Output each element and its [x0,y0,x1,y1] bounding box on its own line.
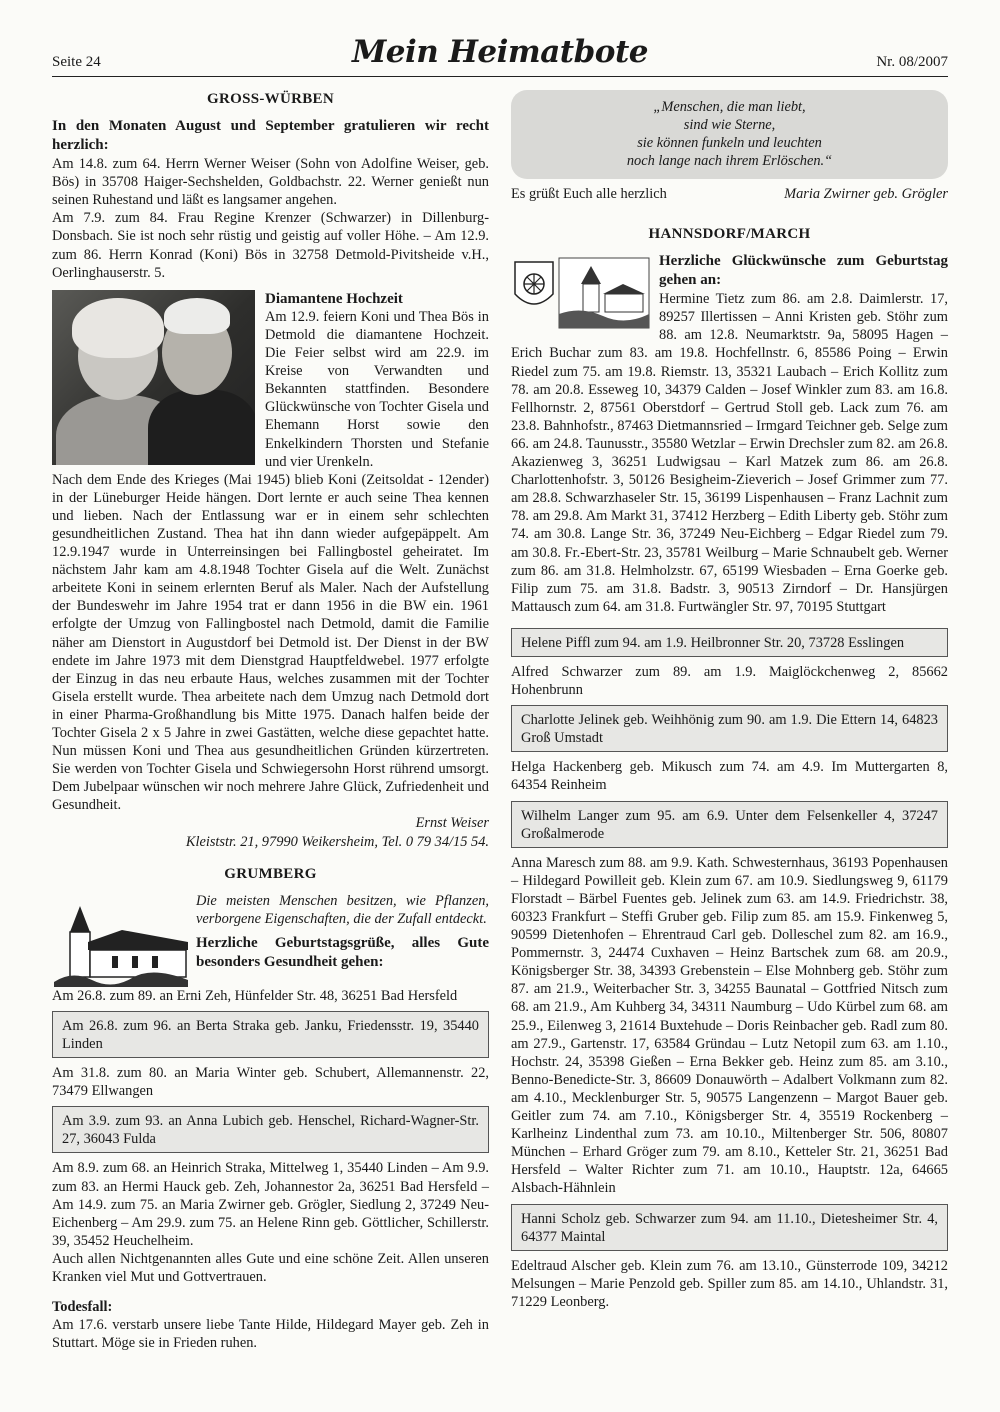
paragraph: Helga Hackenberg geb. Mikusch zum 74. am 4.9. Im Muttergarten 8, 64354 Reinheim [511,759,948,794]
header-rule [52,76,948,77]
section-lead: Herzliche Glückwünsche zum Geburtstag gehen an: [659,253,948,289]
signature: Ernst Weiser [415,815,489,832]
paragraph: Am 26.8. zum 89. an Erni Zeh, Hünfelder Str. 48, 36251 Bad Hersfeld [52,987,458,1004]
highlight-box: Charlotte Jelinek geb. Weihhönig zum 90. am 1.9. Die Ettern 14, 64823 Groß Umstadt [511,705,948,752]
paragraph: Am 8.9. zum 68. an Heinrich Straka, Mittelweg 1, 35440 Linden – Am 9.9. zum 83. an Hermi Hauck geb. Zeh, Johannestor 2a, 36251 Bad Hersfeld – Am 14.9. zum 75. an Maria Zwirner geb. Grögler, Siedlung 2, 37249 Neu-Eichenberg – Am 29.9. zum 75. an Helene Rinn geb. Göttlicher, Schillerstr. 39, 35452 Heuchelheim. [52,1160,489,1249]
section-lead: Herzliche Geburtstagsgrüße, alles Gute besonders Gesundheit gehen: [196,934,489,970]
right-column [511,90,948,1311]
issue-number: Nr. 08/2007 [876,54,948,70]
highlight-box: Hanni Scholz geb. Schwarzer zum 94. am 11.10., Dietesheimer Str. 4, 64377 Maintal [511,1204,948,1251]
masthead-logo: Mein Heimatbote [351,34,649,70]
paragraph: Hermine Tietz zum 86. am 2.8. Daimlerstr. 17, 89257 Illertissen – Anni Kristen geb. Stöhr zum 88. am 12.8. Neumarktstr. 9a, 58095 Hagen – Erich Buchar zum 83. am 19.8. Hochfellnstr. 6, 85586 Poing – Erwin Riedel zum 75. am 19.8. Riemstr. 13, 35321 Laubach – Erich Kollitz zum 78. am 20.8. Esseweg 10, 34379 Calden – Josef Winkler zum 83. am 16.8. Fellhornstr. 2, 87561 Oberstdorf – Gertrud Stoll geb. Lack zum 76. am 23.8. Bahnhofstr., 87463 Dietmannsried – Irmgard Teichner geb. Selge zum 66. am 24.8. Taunusstr., 35580 Wetzlar – Erwin Drechsler zum 82. am 26.8. Akazienweg 3, 36251 Ludwigsau – Karl Matzek zum 86. am 26.8. Charlottenhofstr. 3, 50126 Besigheim-Zieverich – Josef Grimmer zum 77. am 28.8. Schwarzhaseler Str. 15, 36199 Lispenhausen – Franz Lachnit zum 78. am 29.8. Am Markt 31, 37412 Herzberg – Edith Liberty geb. Stöhr zum 74. am 30.8. Lange Str. 36, 37249 Neu-Eichberg – Edgar Riedel zum 79. am 30.8. Fr.-Ebert-Str. 23, 35781 Weilburg – Marie Schnaubelt geb. Werner zum 86. am 31.8. Helmholzstr. 67, 65199 Wiesbaden – Erna Goerke geb. Filip zum 75. am 31.8. Badstr. 3, 90513 Zirndorf – Dr. Hansjürgen Mattausch zum 64. am 31.8. Furtwängler Str. 97, 70195 Stuttgart [511,291,948,615]
signature-address: Kleiststr. 21, 97990 Weikersheim, Tel. 0 79 34/15 54. [185,833,489,850]
grumberg-quote: Die meisten Menschen besitzen, wie Pflanzen, verborgene Eigenschaften, die der Zufall entdeckt. [196,892,489,927]
section-title-grumberg: GRUMBERG [224,865,317,882]
left-column [52,90,489,1352]
quote-line: „Menschen, die man liebt, [653,99,806,115]
subheading-todesfall: Todesfall: [52,1299,113,1316]
paragraph: Am 12.9. feiern Koni und Thea Bös in Detmold die diamantene Hochzeit. Die Feier selbst wird am 22.9. im Kreise von Verwandten und Bekannten stattfinden. Besondere Glückwünsche von Tochter Gisela und Ehemann Horst sowie den Enkelkindern Thorsten und Stefanie und vier Urenkeln. [265,308,489,470]
highlight-box: Wilhelm Langer zum 95. am 6.9. Unter dem Felsenkeller 4, 37247 Großalmerode [511,801,948,848]
hannsdorf-illustration [511,254,651,332]
greeting: Es grüßt Euch alle herzlich [511,186,667,202]
section-title-gross-wuerben: GROSS-WÜRBEN [207,91,334,107]
section-title-hannsdorf: HANNSDORF/MARCH [648,226,811,243]
paragraph: Nach dem Ende des Krieges (Mai 1945) blieb Koni (Zeitsoldat - 12ender) in der Lüneburger Heide hängen. Dort lernte er auch seine Thea kennen und lieben. Nach der Entlassung war er in einem sehr schlechten gesundheitlichen Zustand. Thea hat ihn dann wieder aufgepäppelt. Am 12.9.1947 wurde in Unterreinsingen bei Fallingbostel geheiratet. Im nächstem Jahr kam am 4.8.1948 Tochter Gisela auf die Welt. Zunächst arbeitete Koni in seinem erlernten Beruf als Maler. Nach der Aufstellung der Bundeswehr im Jahre 1954 trat er dann 1956 in die BW ein. 1961 erfolgte der Umzug von Fallingbostel nach Detmold, damit die Familie näher am Dienstort in Augustdorf bei Detmold ist. Der Dienst in der BW endete im Jahre 1973 mit dem Dienstgrad Hauptfeldwebel. 1977 erfolgte der Einzug in das neu erbaute Haus, welches zusammen mit der Tochter Gisela erstellt wurde. Thea arbeitete nach dem Umzug nach Detmold dort in einer Pharma-Großhandlung bis Mitte 1975. Danach halfen beide der Tochter Gisela 2 x 5 Jahre in zwei Gastätten, welche diese gepachtet hatte. Nun müssen Koni und Thea aus gesundheitlichen Gründen kürzertreten. Sie werden von Tochter Gisela und Schwiegersohn Horst rührend umsorgt. Dem Jubelpaar wünschen wir noch mehrere Jahre Glück, Zufriedenheit und Gesundheit. [52,471,489,814]
church-illustration [52,892,190,987]
subheading-diamantene-hochzeit: Diamantene Hochzeit [265,290,403,307]
quote-box [511,90,948,179]
paragraph: Am 7.9. zum 84. Frau Regine Krenzer (Schwarzer) in Dillenburg-Donsbach. Sie ist noch sehr rüstig und geistig auf voller Höhe. – Am 12.9. zum 86. Herrn Konrad (Koni) Bös in 32758 Detmold-Pivitsheide v.H., Oerlinghauserstr. 5. [52,210,489,281]
paragraph: Am 17.6. verstarb unsere liebe Tante Hilde, Hildegard Mayer geb. Zeh in Stuttart. Möge sie in Frieden ruhen. [52,1317,489,1352]
paragraph: Am 14.8. zum 64. Herrn Werner Weiser (Sohn von Adolfine Weiser, geb. Bös) in 35708 Haiger-Sechshelden, Goldbachstr. 22. Werner genießt nun seinen Ruhestand und läßt es langsamer angehen. [52,156,489,209]
highlight-box: Am 3.9. zum 93. an Anna Lubich geb. Henschel, Richard-Wagner-Str. 27, 36043 Fulda [52,1106,489,1153]
highlight-box: Am 26.8. zum 96. an Berta Straka geb. Janku, Friedensstr. 19, 35440 Linden [52,1011,489,1058]
page-number: Seite 24 [52,54,101,70]
section-lead: In den Monaten August und September gratulieren wir recht herzlich: [52,118,489,154]
paragraph: Auch allen Nichtgenannten alles Gute und eine schöne Zeit. Allen unseren Kranken viel Mut und Gottvertrauen. [52,1250,489,1285]
quote-line: sie können funkeln und leuchten [637,135,822,151]
greeting-signature: Maria Zwirner geb. Grögler [784,186,948,202]
highlight-box: Helene Piffl zum 94. am 1.9. Heilbronner Str. 20, 73728 Esslingen [511,628,948,657]
quote-line: sind wie Sterne, [683,117,776,133]
paragraph: Anna Maresch zum 88. am 9.9. Kath. Schwesternhaus, 36193 Popenhausen – Hildegard Powilleit geb. Klein zum 67. am 10.9. Siedlungsweg 9, 61179 Florstadt – Bärbel Fuentes geb. Jelinek zum 63. am 14.9. Friedrichstr. 38, 60323 Frankfurt – Steffi Gruber geb. Filip zum 85. am 15.9. Finkenweg 5, 90599 Dietenhofen – Ehrentraud Carl geb. Dolleschel zum 82. am 16.9., Pommernstr. 3, 24474 Cuxhaven – Heinz Bartschek zum 68. am 20.9., Königsberger Str. 38, 34393 Grebenstein – Else Mohnberg geb. Stöhr zum 87. am 21.9., Weiterbacher Str. 3, 34255 Baunatal – Gottfried Nitsch zum 68. am 21.9., Am Kuhberg 34, 34311 Naumburg – Udo Kürbel zum 68. am 25.9., Eilenweg 3, 21614 Buxtehude – Doris Reinbacher geb. Radl zum 80. am 27.9., Gartenstr. 17, 63584 Gründau – Lutz Netopil zum 63. am 1.10., Hochstr. 24, 35398 Gießen – Erna Bekker geb. Heinz zum 85. am 3.10., Benno-Benedicte-Str. 3, 86609 Donauwörth – Adalbert Volkmann zum 82. am 4.10., Mecklenburger Str. 5, 90575 Langenzenn – Margot Bauer geb. Geitler zum 74. am 7.10., Königsberger Str. 4, 35519 Rockenberg – Karlheinz Lindenthal zum 73. am 10.10., Miltenberger Str. 506, 80807 München – Erhard Gröger zum 79. am 8.10., Ketteler Str. 21, 36251 Bad Hersfeld – Walter Richter zum 71. am 10.10., Hauptstr. 12a, 64665 Alsbach-Hähnlein [511,854,948,1197]
quote-line: noch lange nach ihrem Erlöschen.“ [626,153,833,169]
paragraph: Edeltraud Alscher geb. Klein zum 76. am 13.10., Günsterrode 109, 34212 Melsungen – Marie Penzold geb. Spiller zum 85. am 14.10., Uhlandstr. 31, 71229 Leonberg. [511,1257,948,1310]
couple-photo [52,290,255,465]
greeting-row [511,185,948,203]
paragraph: Am 31.8. zum 80. an Maria Winter geb. Schubert, Allemannenstr. 22, 73479 Ellwangen [52,1065,489,1100]
paragraph: Alfred Schwarzer zum 89. am 1.9. Maiglöckchenweg 2, 85662 Hohenbrunn [511,663,948,699]
